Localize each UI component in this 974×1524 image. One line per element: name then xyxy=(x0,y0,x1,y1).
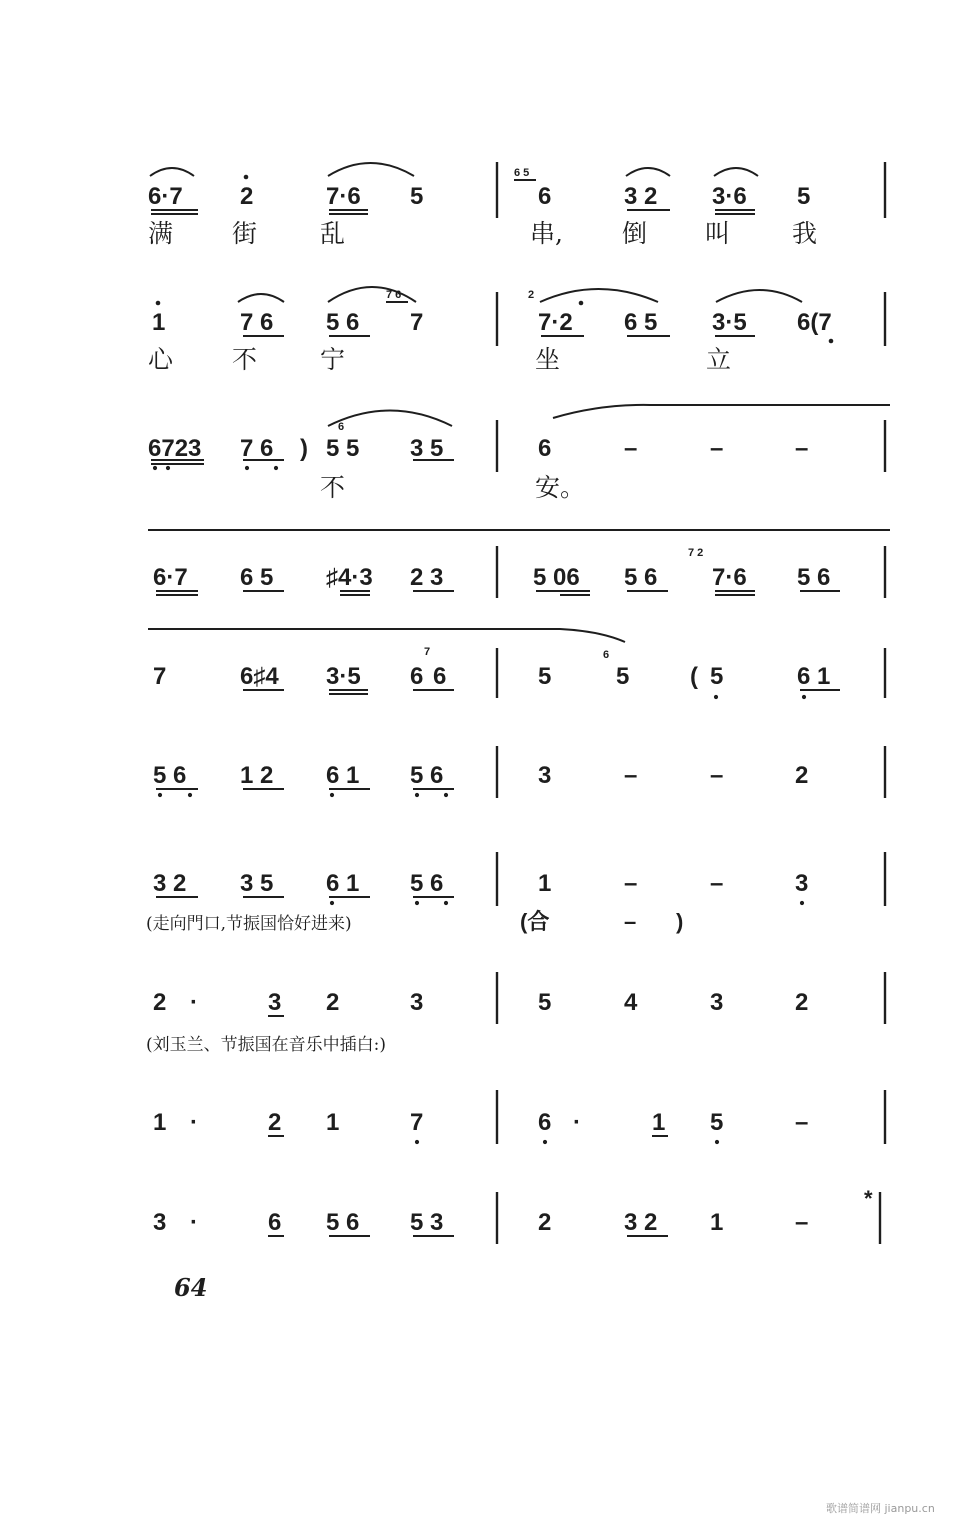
note: 5 xyxy=(326,435,340,462)
note: 6 xyxy=(410,663,424,690)
lyric: 不 xyxy=(320,473,346,502)
stage-direction: – xyxy=(624,909,637,934)
note: 7·6 xyxy=(326,183,361,210)
note: 3 xyxy=(710,989,724,1016)
note: 2 xyxy=(795,989,809,1016)
note: · xyxy=(190,1109,198,1136)
note: 3 2 xyxy=(624,183,658,210)
score-row-9 xyxy=(153,1090,885,1144)
note: 6 xyxy=(268,1209,282,1236)
lyric: 叫 xyxy=(705,219,731,248)
note: 5 3 xyxy=(410,1209,444,1236)
note: 3 xyxy=(410,989,424,1016)
octave-dot xyxy=(715,1140,719,1144)
note: 5 xyxy=(538,663,552,690)
stage-direction: (刘玉兰、节振国在音乐中插白:) xyxy=(146,1035,386,1055)
note: – xyxy=(795,1109,809,1136)
octave-dot xyxy=(802,695,806,699)
grace-note: 6 xyxy=(338,421,345,433)
octave-dot xyxy=(543,1140,547,1144)
slur xyxy=(328,287,416,302)
lyric: 坐 xyxy=(535,345,561,374)
lyric: 安。 xyxy=(535,473,586,502)
note: 2 xyxy=(240,183,254,210)
note: 1 xyxy=(152,309,166,336)
note: 6(7 xyxy=(797,309,832,336)
octave-dot xyxy=(330,901,334,905)
octave-dot xyxy=(244,175,249,180)
lyric: 不 xyxy=(232,345,258,374)
octave-dot xyxy=(245,466,249,470)
note: 6 5 xyxy=(624,309,658,336)
slur xyxy=(716,290,802,302)
score-row-3 xyxy=(148,405,890,502)
note: – xyxy=(624,762,638,789)
stage-direction: (走向門口,节振国恰好进来) xyxy=(146,914,352,934)
note: · xyxy=(573,1109,581,1136)
tie-line xyxy=(148,629,625,642)
note: 3 xyxy=(795,870,809,897)
note: – xyxy=(624,435,638,462)
note: 3 5 xyxy=(410,435,444,462)
note: 5 xyxy=(346,435,360,462)
lyric: 心 xyxy=(148,345,174,374)
note: · xyxy=(190,989,198,1016)
octave-dot xyxy=(188,793,192,797)
note: 5 6 xyxy=(410,762,444,789)
slur xyxy=(626,168,670,176)
stage-direction: (合 xyxy=(520,909,550,934)
slur xyxy=(238,294,284,302)
octave-dot xyxy=(415,793,419,797)
note: 2 xyxy=(153,989,167,1016)
score-row-7 xyxy=(146,852,885,934)
note: 5 6 xyxy=(410,870,444,897)
note: 7 xyxy=(410,309,424,336)
note: 1 xyxy=(538,870,552,897)
octave-dot xyxy=(415,901,419,905)
note: 6♯4 xyxy=(240,663,279,690)
note: 6723 xyxy=(148,435,202,462)
grace-note: 7 6 xyxy=(386,289,402,301)
grace-note: 2 xyxy=(528,289,535,301)
note: – xyxy=(795,1209,809,1236)
note: 3·6 xyxy=(712,183,747,210)
grace-note: 6 5 xyxy=(514,167,530,179)
octave-dot xyxy=(330,793,334,797)
note: 7 6 xyxy=(240,435,274,462)
octave-dot xyxy=(156,301,161,306)
note: 6·7 xyxy=(148,183,183,210)
slur xyxy=(540,289,658,302)
note: 2 xyxy=(795,762,809,789)
note: 5 6 xyxy=(797,564,831,591)
note: 2 xyxy=(326,989,340,1016)
lyric: 满 xyxy=(148,219,174,248)
score-row-6 xyxy=(153,746,885,798)
note: 5 6 xyxy=(624,564,658,591)
octave-dot xyxy=(158,793,162,797)
score-row-4 xyxy=(153,546,885,598)
note: · xyxy=(190,1209,198,1236)
slur xyxy=(328,411,452,427)
note: 5 xyxy=(797,183,811,210)
note: 3 5 xyxy=(240,870,274,897)
note: 1 xyxy=(326,1109,340,1136)
note: 1 2 xyxy=(240,762,274,789)
note: 7·2 xyxy=(538,309,573,336)
octave-dot xyxy=(415,1140,419,1144)
watermark: 歌谱简谱网 jianpu.cn xyxy=(826,1502,935,1515)
score-row-1 xyxy=(148,162,885,248)
octave-dot xyxy=(444,793,448,797)
note: ) xyxy=(300,435,308,462)
octave-dot xyxy=(800,901,804,905)
score-row-8 xyxy=(146,972,885,1055)
note: 6 5 xyxy=(240,564,274,591)
note: 6 1 xyxy=(326,762,360,789)
octave-dot xyxy=(829,339,834,344)
note: 5 6 xyxy=(326,309,360,336)
note: 5 06 xyxy=(533,564,580,591)
note: 6 1 xyxy=(326,870,360,897)
grace-note: 7 2 xyxy=(688,547,704,559)
footnote-mark: * xyxy=(864,1186,873,1211)
note: 6 xyxy=(433,663,447,690)
note: 3 xyxy=(538,762,552,789)
page-number: 64 xyxy=(174,1273,208,1302)
note: 7 xyxy=(410,1109,424,1136)
note: 6 xyxy=(538,1109,552,1136)
note: 3 xyxy=(268,989,282,1016)
note: 7·6 xyxy=(712,564,747,591)
note: 5 xyxy=(710,663,724,690)
note: – xyxy=(710,870,724,897)
note: – xyxy=(795,435,809,462)
grace-note: 6 xyxy=(603,649,610,661)
slur xyxy=(328,163,414,176)
note: 5 xyxy=(538,989,552,1016)
octave-dot xyxy=(153,466,157,470)
lyric: 乱 xyxy=(320,219,346,248)
stage-direction: ) xyxy=(676,909,684,934)
slur xyxy=(150,168,194,176)
note: 5 xyxy=(616,663,630,690)
octave-dot xyxy=(166,466,170,470)
note: 7 6 xyxy=(240,309,274,336)
note: 1 xyxy=(652,1109,666,1136)
note: 4 xyxy=(624,989,638,1016)
note: 6·7 xyxy=(153,564,188,591)
note: 1 xyxy=(153,1109,167,1136)
note: 5 xyxy=(410,183,424,210)
lyric: 立 xyxy=(706,345,732,374)
score-row-5 xyxy=(148,629,885,699)
note: – xyxy=(710,435,724,462)
note: 7 xyxy=(153,663,167,690)
slur xyxy=(714,168,758,176)
lyric: 倒 xyxy=(622,219,648,248)
note: 2 xyxy=(268,1109,282,1136)
note: 3·5 xyxy=(712,309,747,336)
note: ( xyxy=(690,663,698,690)
note: ♯4·3 xyxy=(326,564,373,591)
note: 5 6 xyxy=(326,1209,360,1236)
note: 1 xyxy=(710,1209,724,1236)
note: 2 3 xyxy=(410,564,444,591)
lyric: 我 xyxy=(792,219,818,248)
note: 2 xyxy=(538,1209,552,1236)
octave-dot xyxy=(579,301,584,306)
note: – xyxy=(710,762,724,789)
note: 5 6 xyxy=(153,762,187,789)
grace-note: 7 xyxy=(424,646,431,658)
note: – xyxy=(624,870,638,897)
note: 3 2 xyxy=(153,870,187,897)
note: 5 xyxy=(710,1109,724,1136)
tie-line xyxy=(553,405,890,418)
octave-dot xyxy=(444,901,448,905)
lyric: 街 xyxy=(232,219,258,248)
score-row-2 xyxy=(148,287,885,374)
note: 6 xyxy=(538,183,552,210)
octave-dot xyxy=(714,695,718,699)
note: 3 xyxy=(153,1209,167,1236)
note: 3·5 xyxy=(326,663,361,690)
note: 6 xyxy=(538,435,552,462)
lyric: 宁 xyxy=(320,345,346,374)
lyric: 串, xyxy=(530,219,563,248)
note: 3 2 xyxy=(624,1209,658,1236)
octave-dot xyxy=(274,466,278,470)
score-row-10 xyxy=(153,1186,880,1244)
note: 6 1 xyxy=(797,663,831,690)
